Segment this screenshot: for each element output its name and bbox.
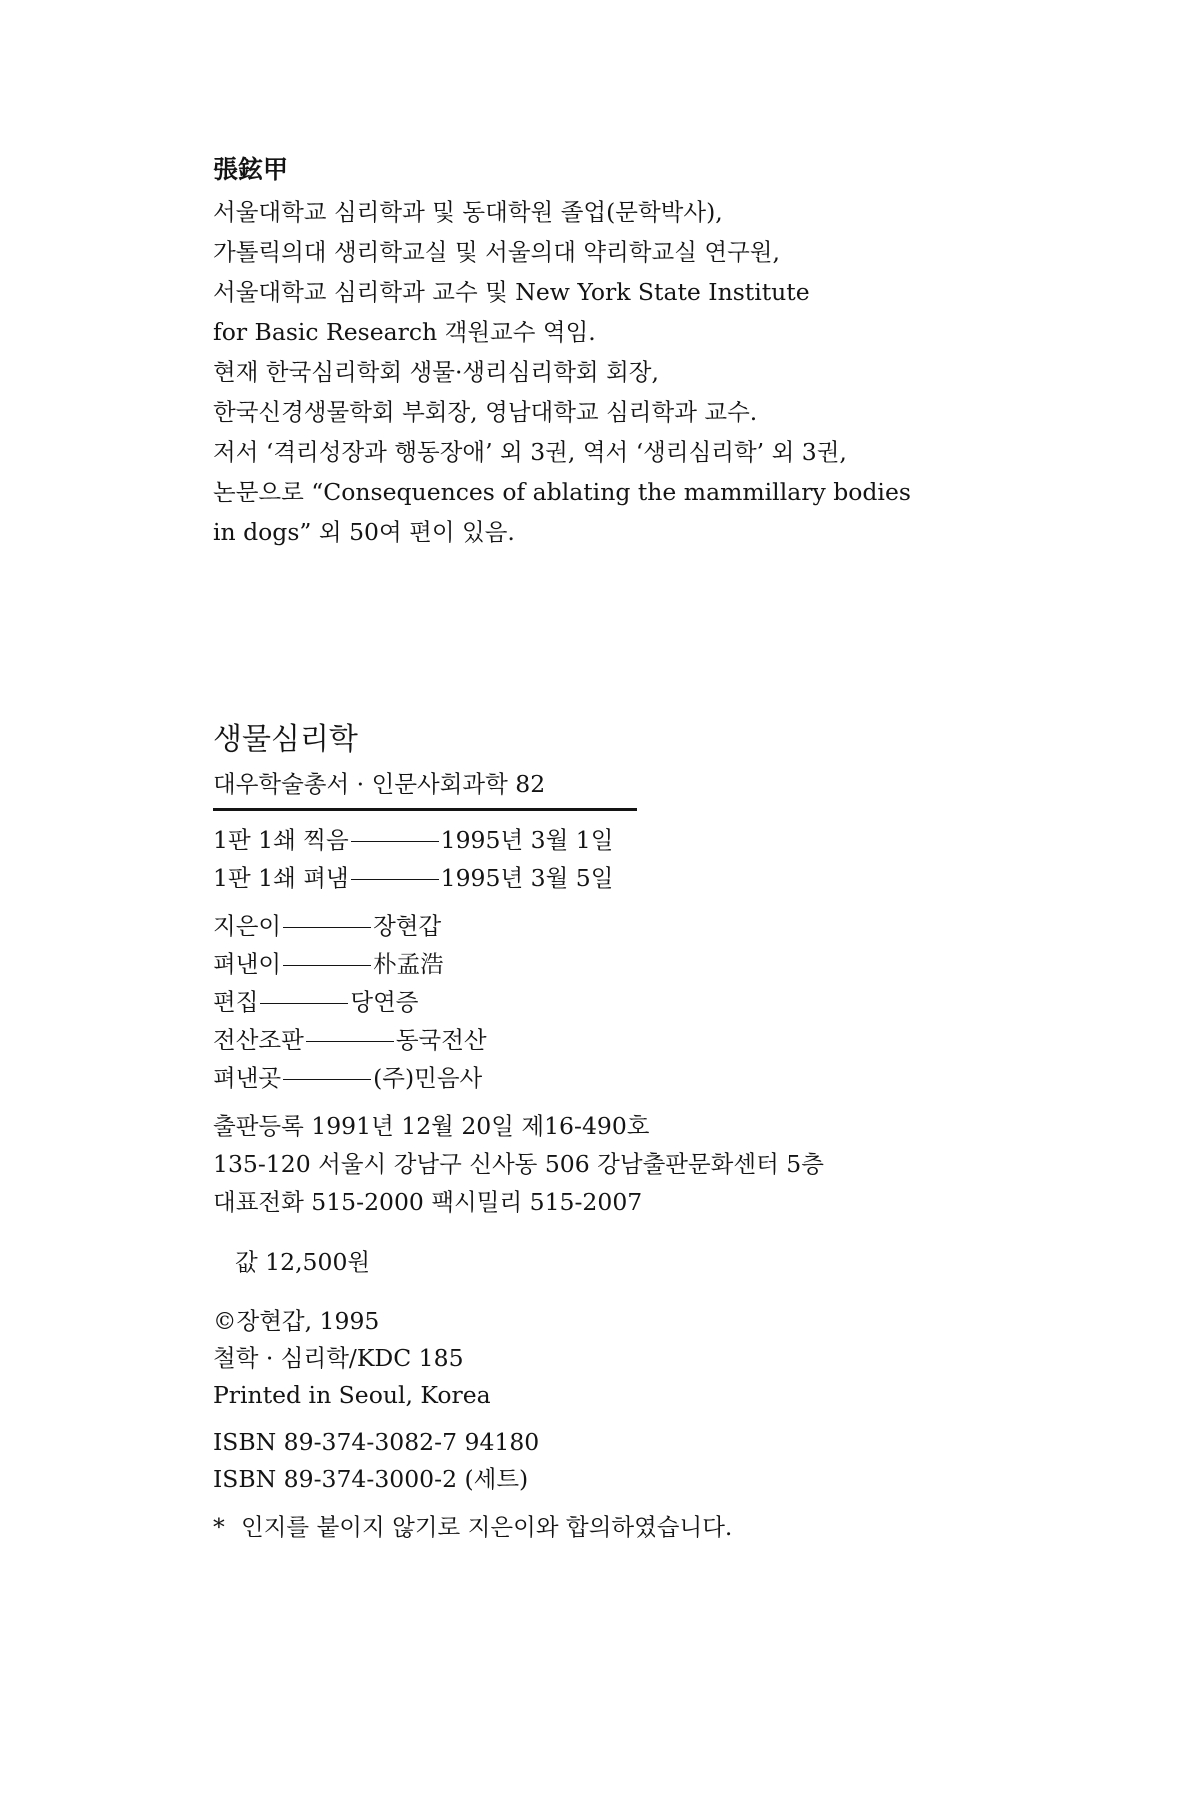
address-line: 135-120 서울시 강남구 신사동 506 강남출판문화센터 5층 [213, 1150, 824, 1178]
seal-note [213, 1508, 993, 1546]
asterisk-icon: * [213, 1513, 225, 1541]
book-title: 생물심리학 [213, 722, 358, 757]
credit-label: 지은이 [213, 912, 282, 940]
leader-line [283, 1079, 371, 1080]
credit-row [213, 907, 993, 945]
edition-date: 1995년 3월 1일 [440, 826, 614, 854]
credit-row [213, 983, 993, 1021]
leader-line [283, 965, 371, 966]
title-rule [213, 808, 637, 811]
credit-value: 동국전산 [395, 1026, 487, 1054]
bio-line: 가톨릭의대 생리학교실 및 서울의대 약리학교실 연구원, [213, 238, 780, 266]
edition-label: 1판 1쇄 펴냄 [213, 864, 349, 892]
credit-label: 펴낸곳 [213, 1064, 282, 1092]
credit-value: 장현갑 [373, 912, 442, 940]
leader-line [351, 879, 439, 880]
isbn-line: ISBN 89-374-3082-7 94180 [213, 1428, 540, 1456]
series-name: 대우학술총서 · 인문사회과학 82 [213, 770, 546, 798]
bio-line: for Basic Research 객원교수 역임. [213, 318, 596, 346]
bio-line: 한국신경생물학회 부회장, 영남대학교 심리학과 교수. [213, 398, 758, 426]
credit-value: 朴孟浩 [373, 950, 444, 978]
printed-line: Printed in Seoul, Korea [213, 1381, 491, 1409]
leader-line [351, 841, 439, 842]
seal-note-text: 인지를 붙이지 않기로 지은이와 합의하였습니다. [241, 1513, 733, 1541]
edition-date: 1995년 3월 5일 [440, 864, 614, 892]
classification-line: 철학 · 심리학/KDC 185 [213, 1344, 464, 1372]
bio-line: 서울대학교 심리학과 및 동대학원 졸업(문학박사), [213, 198, 723, 226]
leader-line [306, 1041, 394, 1042]
credit-row [213, 1021, 993, 1059]
credit-label: 편집 [213, 988, 259, 1016]
credit-value: 당연증 [350, 988, 419, 1016]
copyright-line: ©장현갑, 1995 [213, 1307, 380, 1335]
price: 값 12,500원 [235, 1248, 371, 1276]
credit-row [213, 945, 993, 983]
credit-value: (주)민음사 [373, 1064, 483, 1092]
leader-line [283, 927, 371, 928]
author-name: 張鉉甲 [213, 155, 289, 184]
credit-label: 펴낸이 [213, 950, 282, 978]
bio-line: 현재 한국심리학회 생물·생리심리학회 회장, [213, 358, 659, 386]
edition-label: 1판 1쇄 찍음 [213, 826, 349, 854]
colophon [213, 718, 993, 1546]
bio-line: 저서 ‘격리성장과 행동장애’ 외 3권, 역서 ‘생리심리학’ 외 3권, [213, 438, 847, 466]
bio-line: in dogs” 외 50여 편이 있음. [213, 518, 515, 546]
bio-line: 논문으로 “Consequences of ablating the mammillary bodies [213, 478, 911, 506]
author-bio [213, 150, 973, 552]
credit-row [213, 1059, 993, 1097]
credit-label: 전산조판 [213, 1026, 304, 1054]
registration-line: 출판등록 1991년 12월 20일 제16-490호 [213, 1112, 650, 1140]
isbn-line: ISBN 89-374-3000-2 (세트) [213, 1465, 529, 1493]
edition-row [213, 859, 993, 897]
bio-line: 서울대학교 심리학과 교수 및 New York State Institute [213, 278, 810, 306]
edition-row [213, 821, 993, 859]
phone-line: 대표전화 515-2000 팩시밀리 515-2007 [213, 1188, 643, 1216]
leader-line [260, 1003, 348, 1004]
